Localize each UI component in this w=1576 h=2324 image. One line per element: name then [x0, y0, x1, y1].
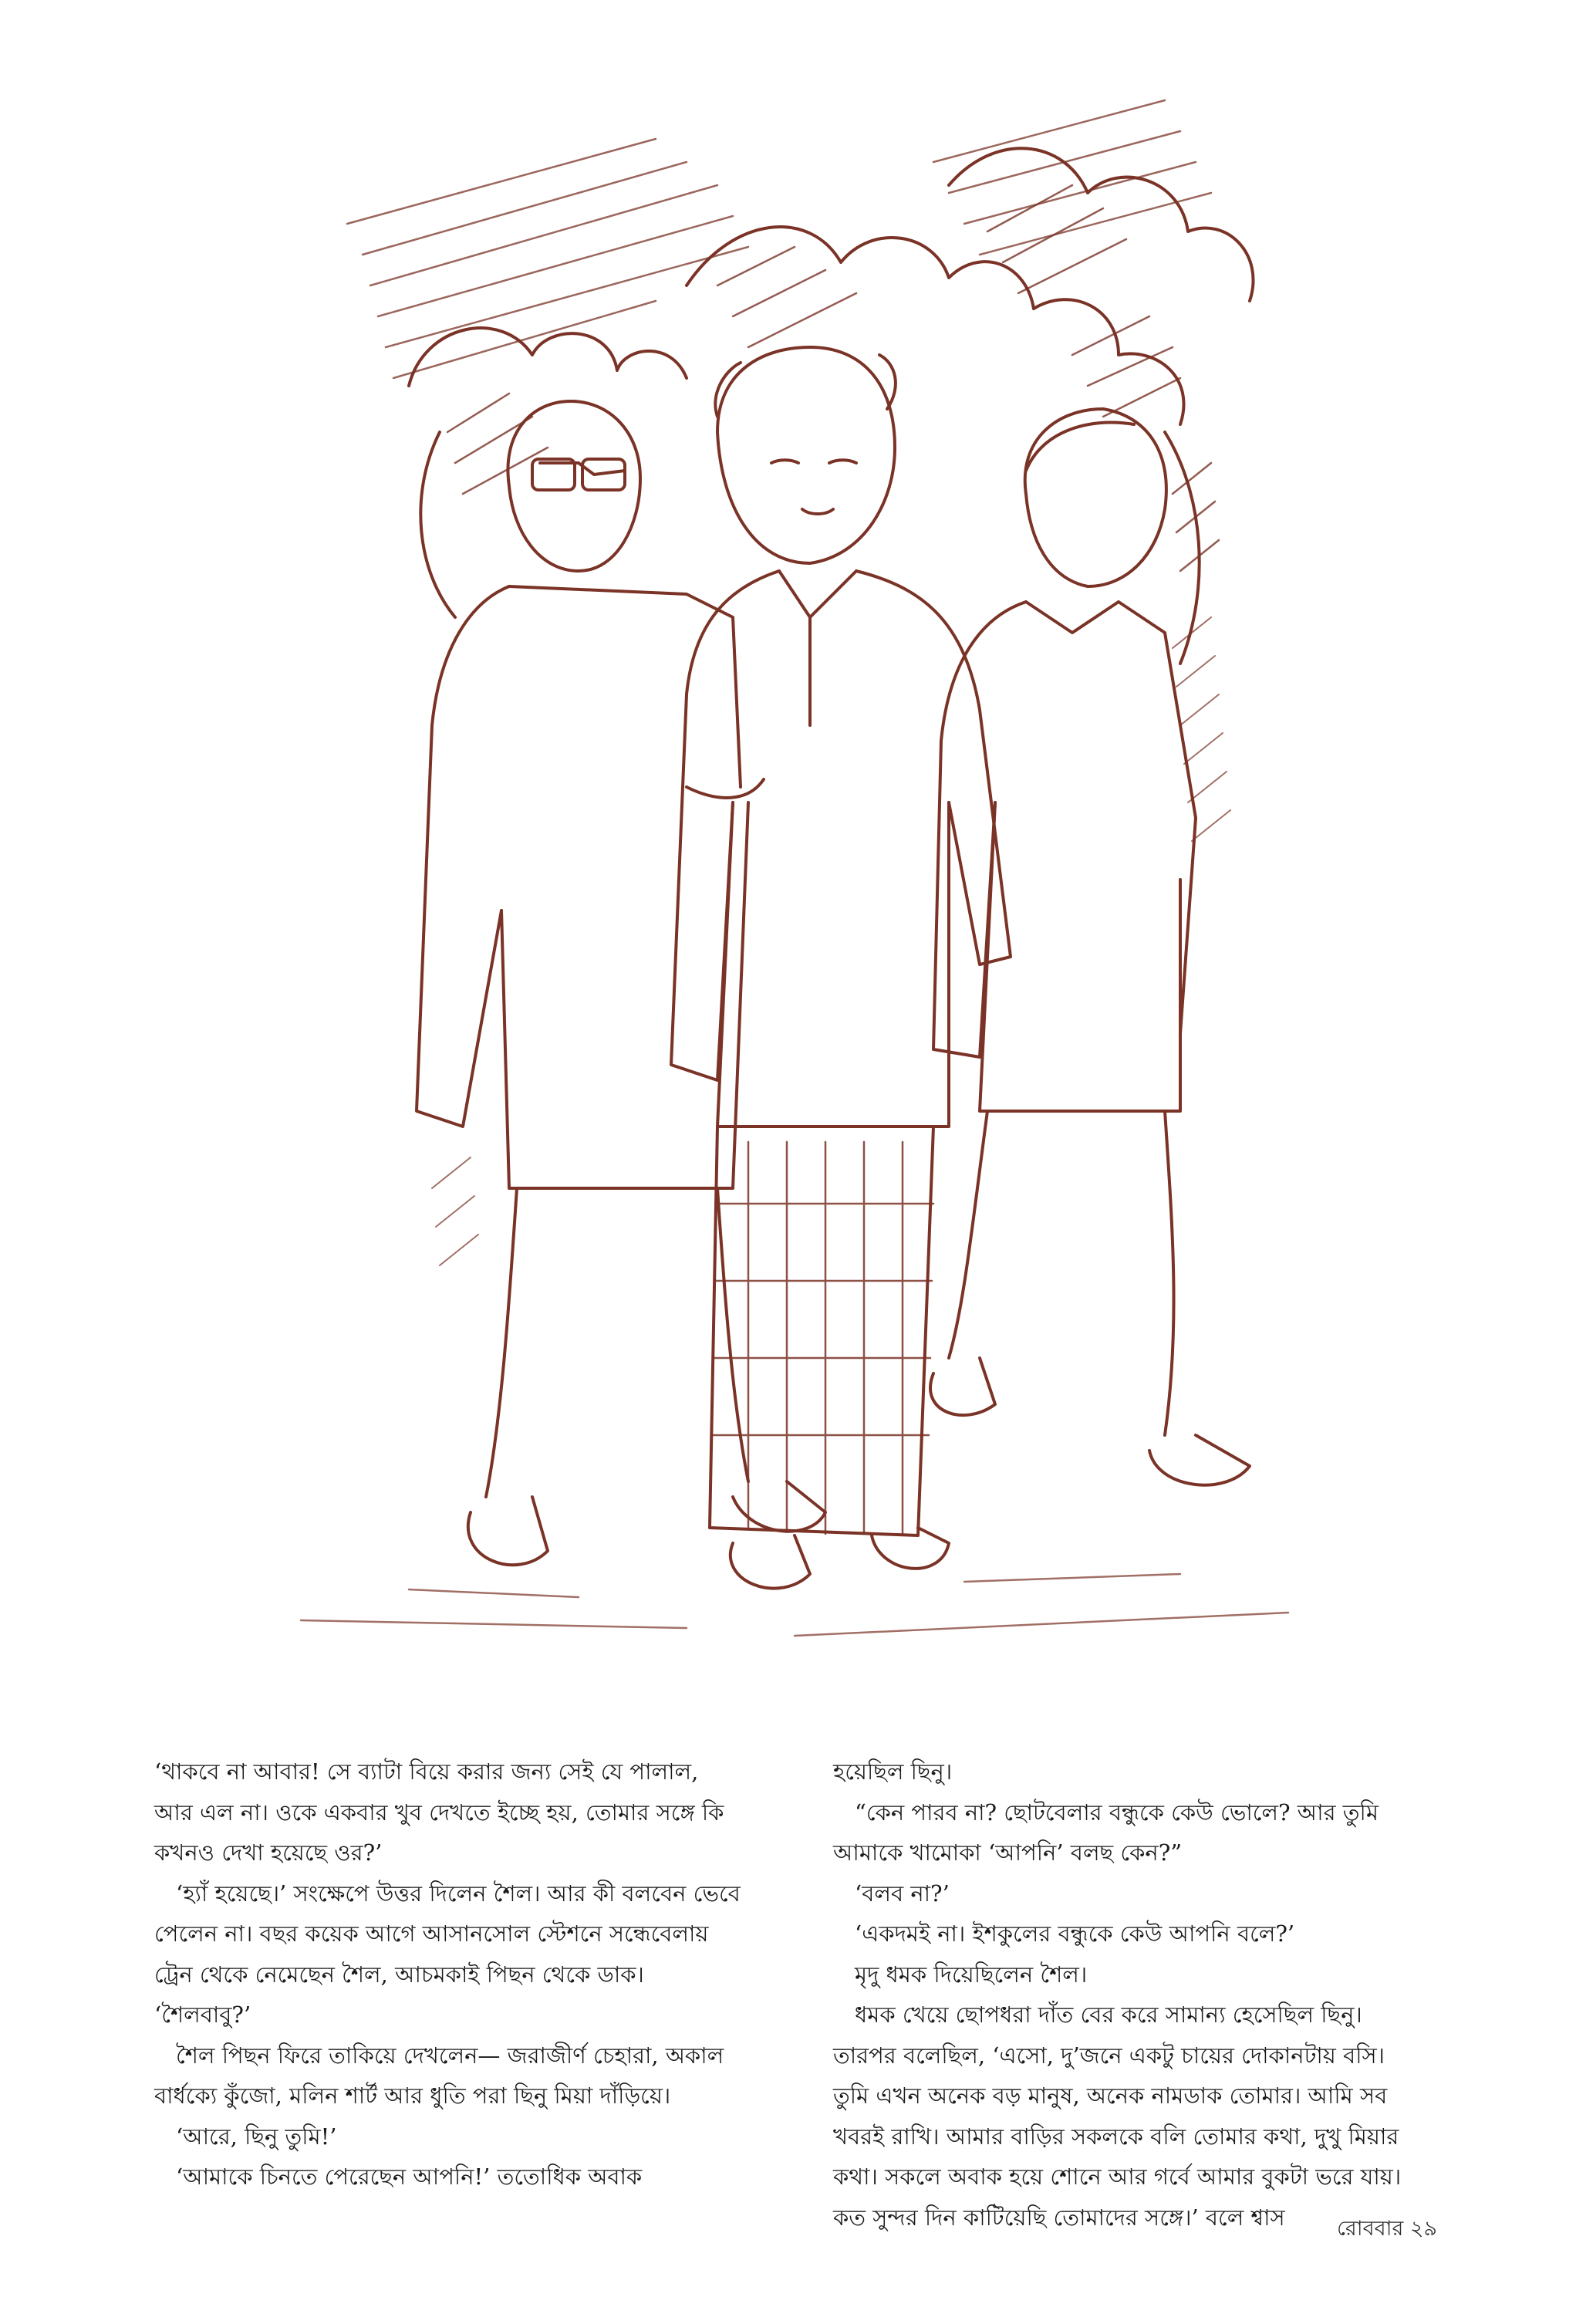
paragraph: ‘বলব না?’: [855, 1880, 950, 1907]
page-footer: রোববার ২৯: [1336, 2217, 1437, 2241]
paragraph: ধমক খেয়ে ছোপধরা দাঁত বের করে সামান্য হেসেছিল ছিনু। তারপর বলেছিল, ‘এসো, দু’জনে একটু চায়ের দোকানটায় বসি। তুমি এখন অনেক বড় মানুষ, অনেক নামডাক তোমার। আমি সব খবরই রাখি। আমার বাড়ির সকলকে বলি তোমার কথা, দুখু মিয়ার কথা। সকলে অবাক হয়ে শোনে আর গর্বে আমার বুকটা ভরে যায়। কত সুন্দর দিন কাটিয়েছি তোমাদের সঙ্গে।’ বলে শ্বাস: [833, 2001, 1402, 2231]
foliage-hatching: [447, 185, 1219, 571]
paragraph: ‘একদমই না। ইশকুলের বন্ধুকে কেউ আপনি বলে?’: [855, 1920, 1295, 1947]
paragraph: শৈল পিছন ফিরে তাকিয়ে দেখলেন— জরাজীর্ণ চেহারা, অকাল বার্ধক্যে কুঁজো, মলিন শার্ট আর ধুতি পরা ছিনু মিয়া দাঁড়িয়ে।: [154, 2042, 724, 2109]
paragraph: ‘থাকবে না আবার! সে ব্যাটা বিয়ে করার জন্য সেই যে পালাল, আর এল না। ওকে একবার খুব দেখতে ইচ্ছে হয়, তোমার সঙ্গে কি কখনও দেখা হয়েছে ওর?’: [154, 1758, 724, 1866]
paragraph: ‘হ্যাঁ হয়েছে।’ সংক্ষেপে উত্তর দিলেন শৈল। আর কী বলবেন ভেবে পেলেন না। বছর কয়েক আগে আসানসোল স্টেশনে সন্ধেবেলায় ট্রেন থেকে নেমেছেন শৈল, আচমকাই পিছন থেকে ডাক। ‘শৈলবাবু?’: [154, 1880, 741, 2028]
three-men-sketch: [255, 31, 1335, 1674]
shading-hatching: [432, 617, 1230, 1265]
center-man: [671, 347, 1011, 1589]
right-man: [930, 409, 1250, 1485]
illustration-svg: [255, 31, 1335, 1674]
paragraph: মৃদু ধমক দিয়েছিলেন শৈল।: [855, 1961, 1088, 1988]
sky-hatching: [347, 100, 1211, 378]
paragraph: ‘আমাকে চিনতে পেরেছেন আপনি!’ ততোধিক অবাক: [176, 2164, 643, 2190]
right-text-column: [833, 1751, 1419, 2238]
paragraph: “কেন পারব না? ছোটবেলার বন্ধুকে কেউ ভোলে? আর তুমি আমাকে খামোকা ‘আপনি’ বলছ কেন?”: [833, 1799, 1379, 1866]
paragraph-continuation: হয়েছিল ছিনু।: [833, 1758, 953, 1785]
paragraph: ‘আরে, ছিনু তুমি!’: [176, 2123, 337, 2150]
left-text-column: [154, 1751, 741, 2197]
